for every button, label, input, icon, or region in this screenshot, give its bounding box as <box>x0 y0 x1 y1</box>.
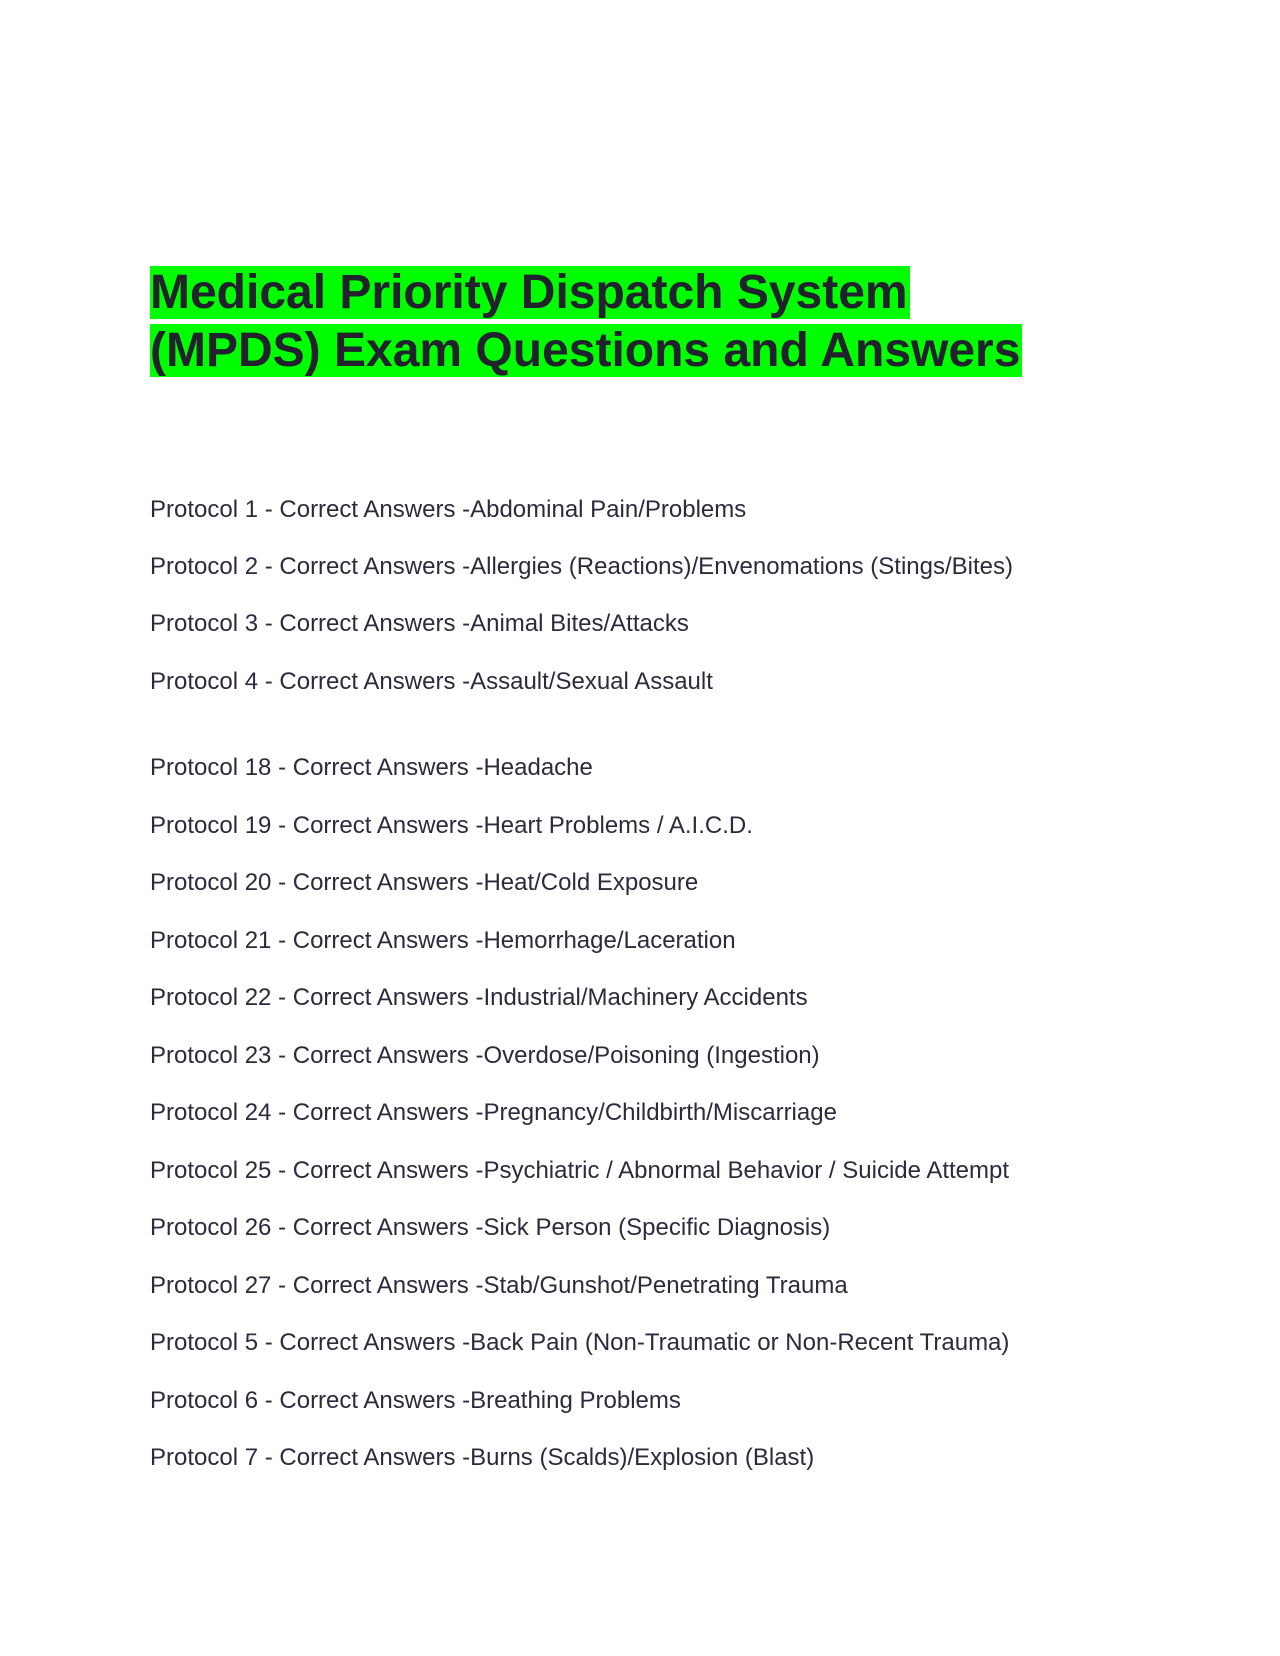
list-item: Protocol 21 - Correct Answers -Hemorrhage/Laceration <box>150 927 736 954</box>
list-item: Protocol 18 - Correct Answers -Headache <box>150 754 593 781</box>
list-item: Protocol 23 - Correct Answers -Overdose/Poisoning (Ingestion) <box>150 1042 820 1069</box>
list-item: Protocol 25 - Correct Answers -Psychiatric / Abnormal Behavior / Suicide Attempt <box>150 1157 1010 1184</box>
list-item: Protocol 24 - Correct Answers -Pregnancy/Childbirth/Miscarriage <box>150 1099 837 1126</box>
list-item: Protocol 6 - Correct Answers -Breathing Problems <box>150 1387 681 1414</box>
list-item: Protocol 1 - Correct Answers -Abdominal Pain/Problems <box>150 496 747 523</box>
list-item: Protocol 19 - Correct Answers -Heart Problems / A.I.C.D. <box>150 812 753 839</box>
list-item: Protocol 22 - Correct Answers -Industrial/Machinery Accidents <box>150 984 808 1011</box>
list-item: Protocol 2 - Correct Answers -Allergies (Reactions)/Envenomations (Stings/Bites) <box>150 553 1013 580</box>
list-item: Protocol 3 - Correct Answers -Animal Bites/Attacks <box>150 610 689 637</box>
list-item: Protocol 20 - Correct Answers -Heat/Cold Exposure <box>150 869 699 896</box>
list-item: Protocol 5 - Correct Answers -Back Pain (Non-Traumatic or Non-Recent Trauma) <box>150 1329 1010 1356</box>
title-line-1: Medical Priority Dispatch System <box>150 266 908 319</box>
title-line-2: (MPDS) Exam Questions and Answers <box>150 324 1021 377</box>
list-item: Protocol 26 - Correct Answers -Sick Person (Specific Diagnosis) <box>150 1214 831 1241</box>
list-item: Protocol 27 - Correct Answers -Stab/Gunshot/Penetrating Trauma <box>150 1272 848 1299</box>
document-title <box>150 264 1110 380</box>
list-item: Protocol 7 - Correct Answers -Burns (Scalds)/Explosion (Blast) <box>150 1444 815 1471</box>
list-item: Protocol 4 - Correct Answers -Assault/Sexual Assault <box>150 668 713 695</box>
